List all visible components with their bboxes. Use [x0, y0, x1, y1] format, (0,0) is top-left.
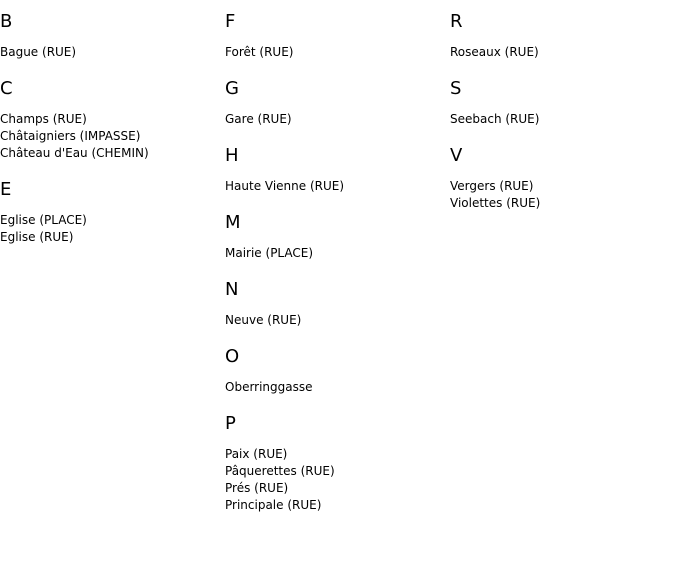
- letter-group-e: [0, 180, 220, 246]
- letter-heading: H: [225, 145, 239, 166]
- street-list: [0, 212, 220, 246]
- street-list: [225, 446, 445, 514]
- street-link[interactable]: Eglise (PLACE): [0, 213, 87, 227]
- street-link[interactable]: Violettes (RUE): [450, 196, 541, 210]
- letter-group-p: [225, 414, 445, 514]
- letter-heading: B: [0, 11, 13, 32]
- letter-group-c: [0, 79, 220, 162]
- letter-heading: M: [225, 212, 241, 233]
- street-list: [450, 44, 670, 61]
- street-link[interactable]: Roseaux (RUE): [450, 45, 539, 59]
- street-link[interactable]: Principale (RUE): [225, 498, 322, 512]
- street-link[interactable]: Champs (RUE): [0, 112, 87, 126]
- street-link[interactable]: Vergers (RUE): [450, 179, 534, 193]
- street-link[interactable]: Neuve (RUE): [225, 313, 302, 327]
- street-list: [225, 111, 445, 128]
- letter-heading: G: [225, 78, 239, 99]
- street-list: [225, 245, 445, 262]
- letter-group-v: [450, 146, 670, 212]
- letter-group-f: [225, 12, 445, 61]
- street-index-column-3: [450, 12, 670, 230]
- letter-group-g: [225, 79, 445, 128]
- street-link[interactable]: Eglise (RUE): [0, 230, 74, 244]
- letter-group-s: [450, 79, 670, 128]
- letter-heading: R: [450, 11, 463, 32]
- street-link[interactable]: Oberringgasse: [225, 380, 313, 394]
- street-link[interactable]: Seebach (RUE): [450, 112, 540, 126]
- letter-heading: N: [225, 279, 239, 300]
- street-link[interactable]: Bague (RUE): [0, 45, 77, 59]
- street-list: [225, 312, 445, 329]
- street-link[interactable]: Haute Vienne (RUE): [225, 179, 345, 193]
- street-link[interactable]: Paix (RUE): [225, 447, 288, 461]
- letter-heading: E: [0, 179, 12, 200]
- letter-group-o: [225, 347, 445, 396]
- letter-heading: P: [225, 413, 236, 434]
- street-index-column-1: [0, 12, 220, 264]
- street-list: [225, 178, 445, 195]
- street-link[interactable]: Pâquerettes (RUE): [225, 464, 335, 478]
- letter-group-m: [225, 213, 445, 262]
- street-link[interactable]: Mairie (PLACE): [225, 246, 314, 260]
- letter-group-n: [225, 280, 445, 329]
- letter-heading: C: [0, 78, 13, 99]
- street-link[interactable]: Forêt (RUE): [225, 45, 294, 59]
- street-link[interactable]: Château d'Eau (CHEMIN): [0, 146, 149, 160]
- street-list: [450, 111, 670, 128]
- letter-heading: S: [450, 78, 462, 99]
- letter-heading: V: [450, 145, 463, 166]
- street-link[interactable]: Châtaigniers (IMPASSE): [0, 129, 141, 143]
- street-link[interactable]: Gare (RUE): [225, 112, 292, 126]
- letter-group-r: [450, 12, 670, 61]
- street-list: [225, 379, 445, 396]
- letter-group-h: [225, 146, 445, 195]
- letter-heading: F: [225, 11, 236, 32]
- street-list: [0, 111, 220, 162]
- letter-heading: O: [225, 346, 240, 367]
- street-list: [225, 44, 445, 61]
- letter-group-b: [0, 12, 220, 61]
- street-link[interactable]: Prés (RUE): [225, 481, 289, 495]
- street-list: [450, 178, 670, 212]
- street-list: [0, 44, 220, 61]
- street-index-column-2: [225, 12, 445, 532]
